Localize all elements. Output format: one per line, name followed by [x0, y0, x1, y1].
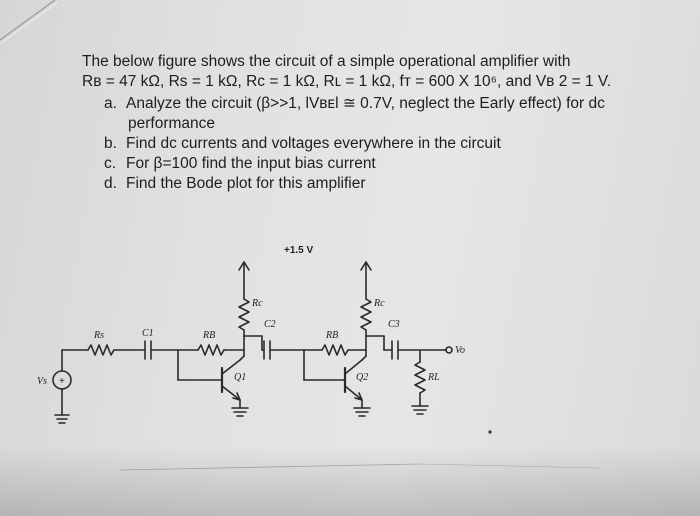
rb2-resistor [322, 345, 348, 355]
rb1-label: RB [203, 330, 216, 341]
question-b-label: b. [104, 135, 117, 152]
rs-label: Rs [94, 330, 104, 341]
rc2-label: Rc [374, 298, 385, 309]
rs-resistor [88, 345, 114, 355]
q1-label: Q1 [234, 372, 247, 383]
rb2-label: RB [326, 330, 339, 341]
rb1-resistor [198, 345, 224, 355]
source-plus-sign: + [59, 376, 65, 387]
rc1-label: Rc [252, 298, 263, 309]
bottom-shadow [0, 446, 700, 516]
supply-voltage-label: +1.5 V [284, 245, 314, 256]
rl-resistor [415, 362, 425, 393]
question-d-text: Find the Bode plot for this amplifier [126, 175, 366, 192]
question-a-text: Analyze the circuit (β>>1, lVʙᴇl ≅ 0.7V, neglect the Early effect) for dc [126, 95, 605, 112]
problem-intro-line-2: Rʙ = 47 kΩ, Rs = 1 kΩ, Rᴄ = 1 kΩ, Rʟ = 1 kΩ, fᴛ = 600 X 10⁶, and Vʙ 2 = 1 V. [82, 73, 612, 90]
output-terminal [446, 347, 452, 353]
source-label: Vs [37, 376, 47, 387]
c1-label: C1 [142, 328, 154, 339]
question-c-label: c. [104, 155, 117, 172]
problem-intro-line-1: The below figure shows the circuit of a simple operational amplifier with [82, 53, 571, 70]
q2-label: Q2 [356, 372, 369, 383]
rl-label: RL [428, 372, 440, 383]
c2-label: C2 [264, 319, 276, 330]
output-label: Vo [455, 345, 465, 356]
question-c-text: For β=100 find the input bias current [126, 155, 376, 172]
pencil-dot [488, 430, 491, 433]
question-a-label: a. [104, 95, 117, 112]
rc1-resistor [239, 299, 249, 330]
question-b-text: Find dc currents and voltages everywhere in the circuit [126, 135, 501, 152]
question-d-label: d. [104, 175, 117, 192]
rc2-resistor [361, 299, 371, 330]
c3-label: C3 [388, 319, 400, 330]
question-a-continuation: performance [128, 115, 216, 132]
